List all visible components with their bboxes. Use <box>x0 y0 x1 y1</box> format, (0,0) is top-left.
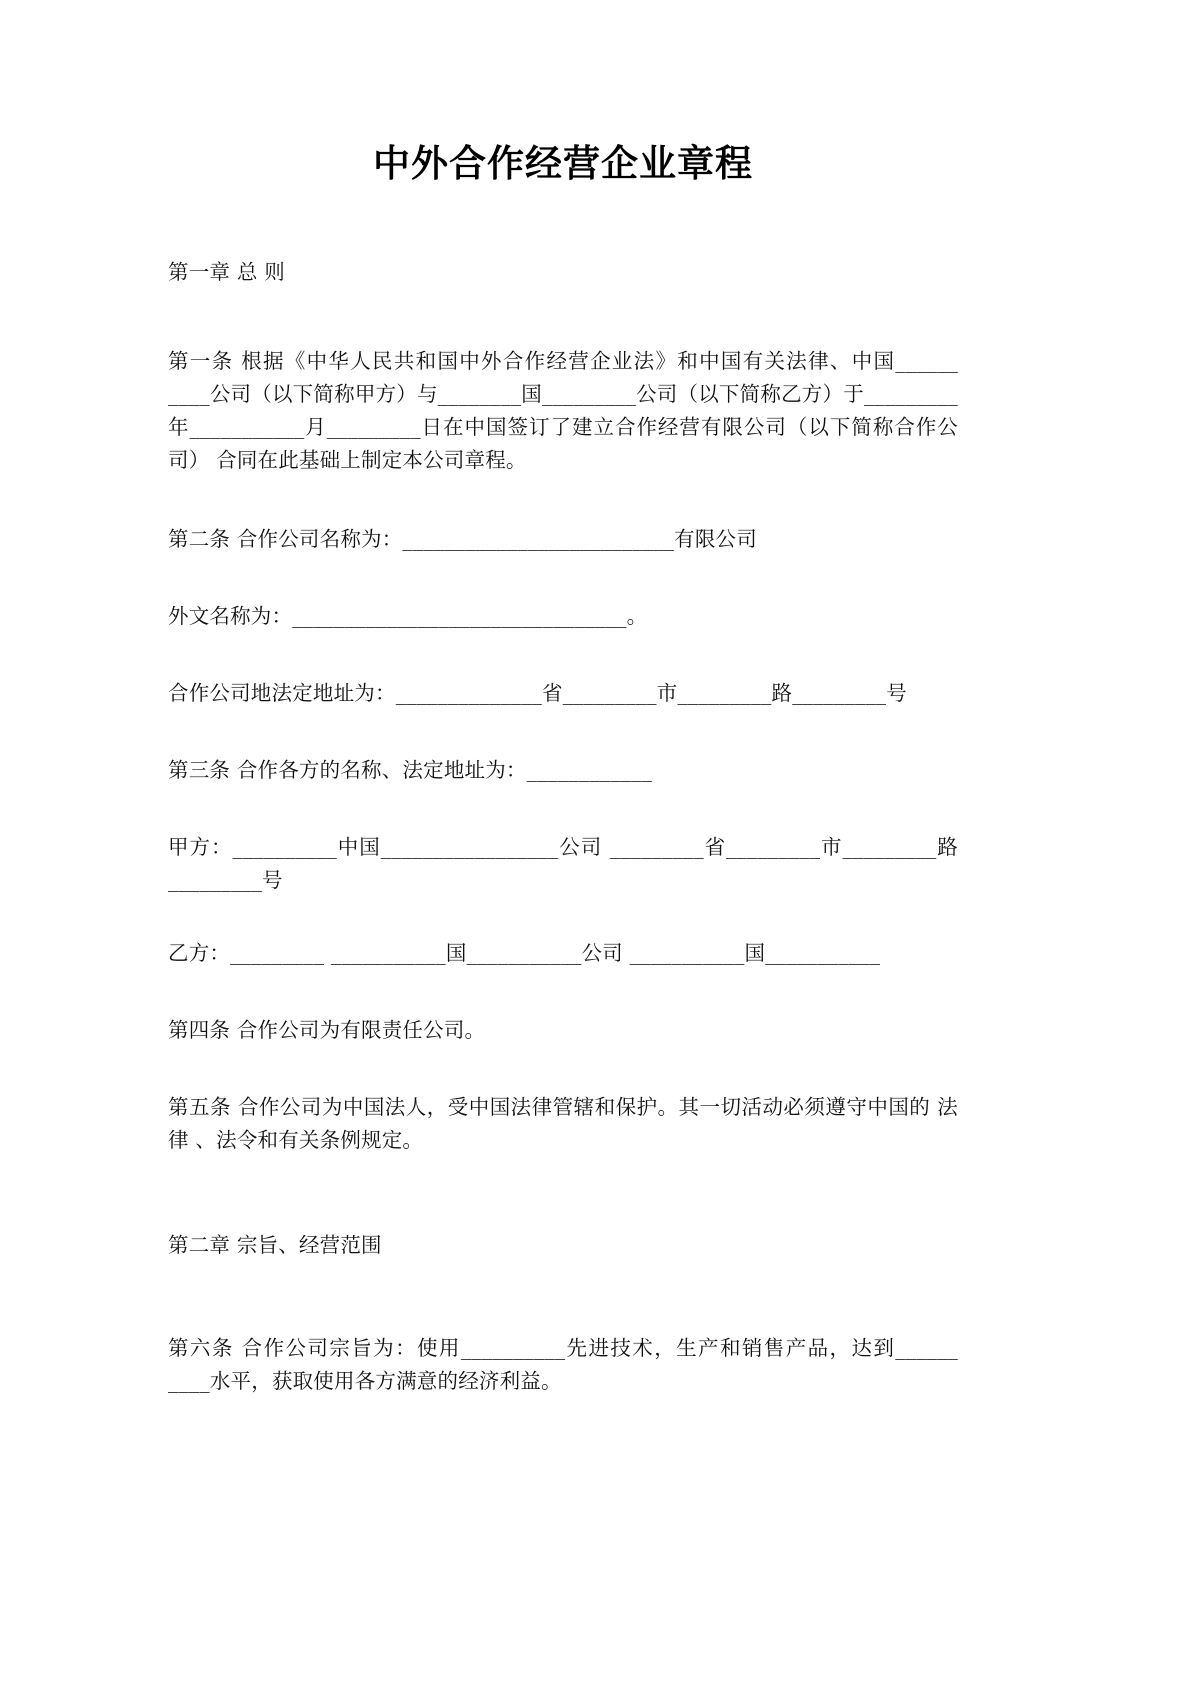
spacer <box>168 477 958 523</box>
article-6-paragraph: 第六条 合作公司宗旨为：使用__________先进技术，生产和销售产品，达到______ ____水平，获取使用各方满意的经济利益。 <box>168 1336 958 1394</box>
spacer <box>168 970 958 1014</box>
article-2-foreign-name-paragraph: 外文名称为：________________________________。 <box>168 604 648 629</box>
spacer <box>168 633 958 677</box>
spacer <box>168 710 958 754</box>
spacer <box>168 787 958 831</box>
spacer <box>168 186 958 256</box>
article-2-address-paragraph: 合作公司地法定地址为：______________省_________市_________路_________号 <box>168 681 907 706</box>
spacer <box>168 1157 958 1229</box>
article-5-paragraph: 第五条 合作公司为中国法人，受中国法律管辖和保护。其一切活动必须遵守中国的 法律 、法令和有关条例规定。 <box>168 1095 958 1153</box>
article-3-party-b-paragraph: 乙方：_________ ___________国___________公司 ___________国___________ <box>168 941 881 966</box>
article-3-party-a-paragraph: 甲方：__________中国_________________公司 _________省_________市_________路_________号 <box>168 835 958 893</box>
article-4-paragraph: 第四条 合作公司为有限责任公司。 <box>168 1018 486 1043</box>
spacer <box>168 289 958 345</box>
article-2-paragraph: 第二条 合作公司名称为：__________________________有限公司 <box>168 527 757 552</box>
article-1-paragraph: 第一条 根据《中华人民共和国中外合作经营企业法》和中国有关法律、中国______ ____公司（以下简称甲方）与________国_________公司（以下简称乙方）于_________ 年___________月_________日在中国签订了建立合作经营有限公司（以下简称合作公司） 合同在此基础上制定本公司章程。 <box>168 349 958 473</box>
article-3-paragraph: 第三条 合作各方的名称、法定地址为：____________ <box>168 758 653 783</box>
chapter-1-heading: 第一章 总 则 <box>168 260 285 285</box>
spacer <box>168 556 958 600</box>
chapter-2-heading: 第二章 宗旨、经营范围 <box>168 1233 382 1258</box>
spacer <box>168 1262 958 1332</box>
document-content <box>168 0 958 1398</box>
page-title: 中外合作经营企业章程 <box>373 142 753 185</box>
spacer <box>168 1047 958 1091</box>
spacer <box>168 897 958 937</box>
